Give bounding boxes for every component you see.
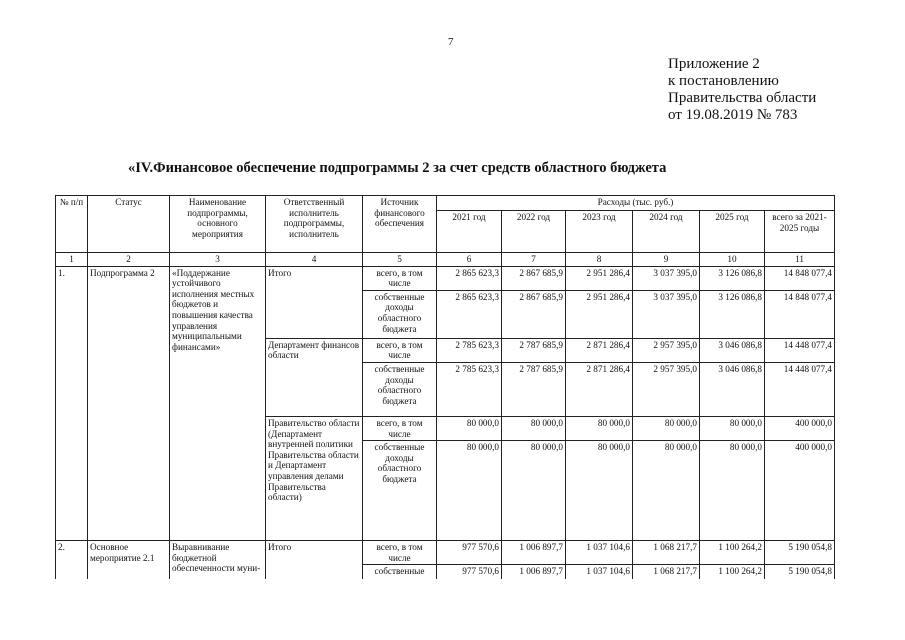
value-cell: 2 871 286,4 (566, 338, 633, 362)
value-cell: 80 000,0 (566, 441, 633, 541)
header-name: Наименование подпрограммы, основного мероприятия (170, 196, 266, 253)
value-cell: 80 000,0 (633, 441, 700, 541)
value-cell: 2 785 623,3 (437, 338, 502, 362)
row-executor: Итого (266, 266, 363, 338)
value-cell: 2 957 395,0 (633, 338, 700, 362)
row-source: всего, в том числе (363, 266, 437, 290)
finance-table (55, 195, 835, 579)
row-executor: Правительство области (Департамент внутренней политики Правительства области и Департамент управления делами Правительства области) (266, 416, 363, 540)
value-cell: 1 100 264,2 (700, 541, 765, 565)
value-cell: 1 068 217,7 (633, 541, 700, 565)
row-num: 1. (56, 266, 88, 541)
col-number: 11 (765, 253, 835, 267)
col-number: 2 (88, 253, 170, 267)
table-row (56, 541, 835, 565)
value-cell: 80 000,0 (437, 441, 502, 541)
table-row (56, 266, 835, 290)
header-year: 2025 год (700, 211, 765, 253)
header-source: Источник финансового обеспечения (363, 196, 437, 253)
appendix-line: Правительства области (668, 90, 817, 106)
header-expenses: Расходы (тыс. руб.) (437, 196, 835, 211)
value-cell: 14 448 077,4 (765, 338, 835, 362)
value-cell: 2 951 286,4 (566, 290, 633, 338)
row-name: «Поддержание устойчивого исполнения местных бюджетов и повышения качества управления муниципальными финансами» (170, 266, 266, 541)
col-number: 3 (170, 253, 266, 267)
appendix-line: Приложение 2 (668, 56, 760, 72)
header-year: 2023 год (566, 211, 633, 253)
value-cell: 3 037 395,0 (633, 266, 700, 290)
value-cell: 80 000,0 (700, 416, 765, 440)
value-cell: 2 787 685,9 (502, 338, 566, 362)
value-cell: 1 006 897,7 (502, 565, 566, 579)
value-cell: 2 785 623,3 (437, 362, 502, 416)
value-cell: 1 037 104,6 (566, 541, 633, 565)
value-cell: 80 000,0 (502, 441, 566, 541)
col-number: 5 (363, 253, 437, 267)
header-num: № п/п (56, 196, 88, 253)
value-cell: 3 126 086,8 (700, 290, 765, 338)
row-source: собственные доходы областного бюджета (363, 441, 437, 541)
value-cell: 1 006 897,7 (502, 541, 566, 565)
row-executor: Итого (266, 541, 363, 579)
row-source: собственные доходы областного бюджета (363, 362, 437, 416)
header-executor: Ответственный исполнитель подпрограммы, исполнитель (266, 196, 363, 253)
value-cell: 977 570,6 (437, 541, 502, 565)
value-cell: 5 190 054,8 (765, 541, 835, 565)
appendix-line: к постановлению (668, 73, 779, 89)
value-cell: 977 570,6 (437, 565, 502, 579)
page-number: 7 (448, 36, 454, 48)
value-cell: 400 000,0 (765, 441, 835, 541)
value-cell: 1 037 104,6 (566, 565, 633, 579)
row-source: всего, в том числе (363, 338, 437, 362)
col-number: 4 (266, 253, 363, 267)
value-cell: 80 000,0 (566, 416, 633, 440)
col-number: 9 (633, 253, 700, 267)
row-executor: Департамент финансов области (266, 338, 363, 416)
value-cell: 3 037 395,0 (633, 290, 700, 338)
appendix-line: от 19.08.2019 № 783 (668, 107, 798, 123)
col-number: 6 (437, 253, 502, 267)
row-source: собственные доходы областного бюджета (363, 290, 437, 338)
value-cell: 80 000,0 (502, 416, 566, 440)
value-cell: 3 126 086,8 (700, 266, 765, 290)
row-num: 2. (56, 541, 88, 579)
value-cell: 80 000,0 (437, 416, 502, 440)
value-cell: 3 046 086,8 (700, 362, 765, 416)
col-number: 1 (56, 253, 88, 267)
header-status: Статус (88, 196, 170, 253)
value-cell: 1 068 217,7 (633, 565, 700, 579)
document-title: «IV.Финансовое обеспечение подпрограммы 2 за счет средств областного бюджета (128, 160, 667, 176)
value-cell: 14 848 077,4 (765, 290, 835, 338)
header-year: 2021 год (437, 211, 502, 253)
value-cell: 2 957 395,0 (633, 362, 700, 416)
col-number: 7 (502, 253, 566, 267)
value-cell: 2 867 685,9 (502, 266, 566, 290)
header-total: всего за 2021-2025 годы (765, 211, 835, 253)
value-cell: 1 100 264,2 (700, 565, 765, 579)
value-cell: 80 000,0 (633, 416, 700, 440)
value-cell: 14 448 077,4 (765, 362, 835, 416)
value-cell: 2 787 685,9 (502, 362, 566, 416)
value-cell: 2 867 685,9 (502, 290, 566, 338)
header-year: 2024 год (633, 211, 700, 253)
value-cell: 2 865 623,3 (437, 290, 502, 338)
row-source: всего, в том числе (363, 541, 437, 565)
row-source: всего, в том числе (363, 416, 437, 440)
value-cell: 5 190 054,8 (765, 565, 835, 579)
col-number: 10 (700, 253, 765, 267)
value-cell: 2 951 286,4 (566, 266, 633, 290)
row-name: Выравнивание бюджетной обеспеченности муни- (170, 541, 266, 579)
value-cell: 2 865 623,3 (437, 266, 502, 290)
col-number: 8 (566, 253, 633, 267)
row-status: Подпрограмма 2 (88, 266, 170, 541)
appendix-block (668, 56, 816, 124)
value-cell: 2 871 286,4 (566, 362, 633, 416)
row-status: Основное мероприятие 2.1 (88, 541, 170, 579)
header-year: 2022 год (502, 211, 566, 253)
value-cell: 14 848 077,4 (765, 266, 835, 290)
row-source: собственные (363, 565, 437, 579)
value-cell: 80 000,0 (700, 441, 765, 541)
value-cell: 3 046 086,8 (700, 338, 765, 362)
value-cell: 400 000,0 (765, 416, 835, 440)
